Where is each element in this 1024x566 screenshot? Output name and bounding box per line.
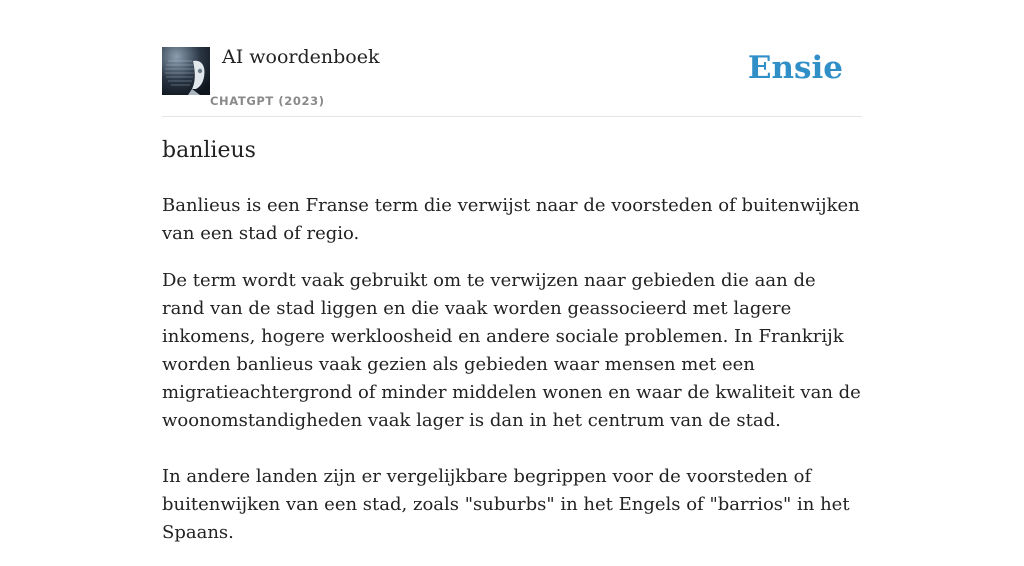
entry-term: banlieus: [162, 138, 256, 163]
definition-paragraph: In andere landen zijn er vergelijkbare begrippen voor de voorsteden of buitenwijken van een stad, zoals "suburbs" in het Engels of "barrios" in het Spaans.: [162, 466, 850, 543]
dictionary-title[interactable]: AI woordenboek: [222, 46, 380, 68]
entry-header: [162, 46, 862, 117]
definition-paragraph: Banlieus is een Franse term die verwijst naar de voorsteden of buitenwijken van een stad of regio.: [162, 195, 860, 244]
robot-avatar[interactable]: [162, 47, 210, 95]
entry-definition: [162, 192, 862, 566]
ensie-logo[interactable]: Ensie: [747, 50, 843, 86]
definition-paragraph: De term wordt vaak gebruikt om te verwijzen naar gebieden die aan de rand van de stad liggen en die vaak worden geassocieerd met lagere inkomens, hogere werkloosheid en andere sociale problemen. In Frankrijk worden banlieus vaak gezien als gebieden waar mensen met een migratieachtergrond of minder middelen wonen en waar de kwaliteit van de woonomstandigheden vaak lager is dan in het centrum van de stad.: [162, 270, 861, 431]
source-label: CHATGPT (2023): [210, 94, 325, 108]
